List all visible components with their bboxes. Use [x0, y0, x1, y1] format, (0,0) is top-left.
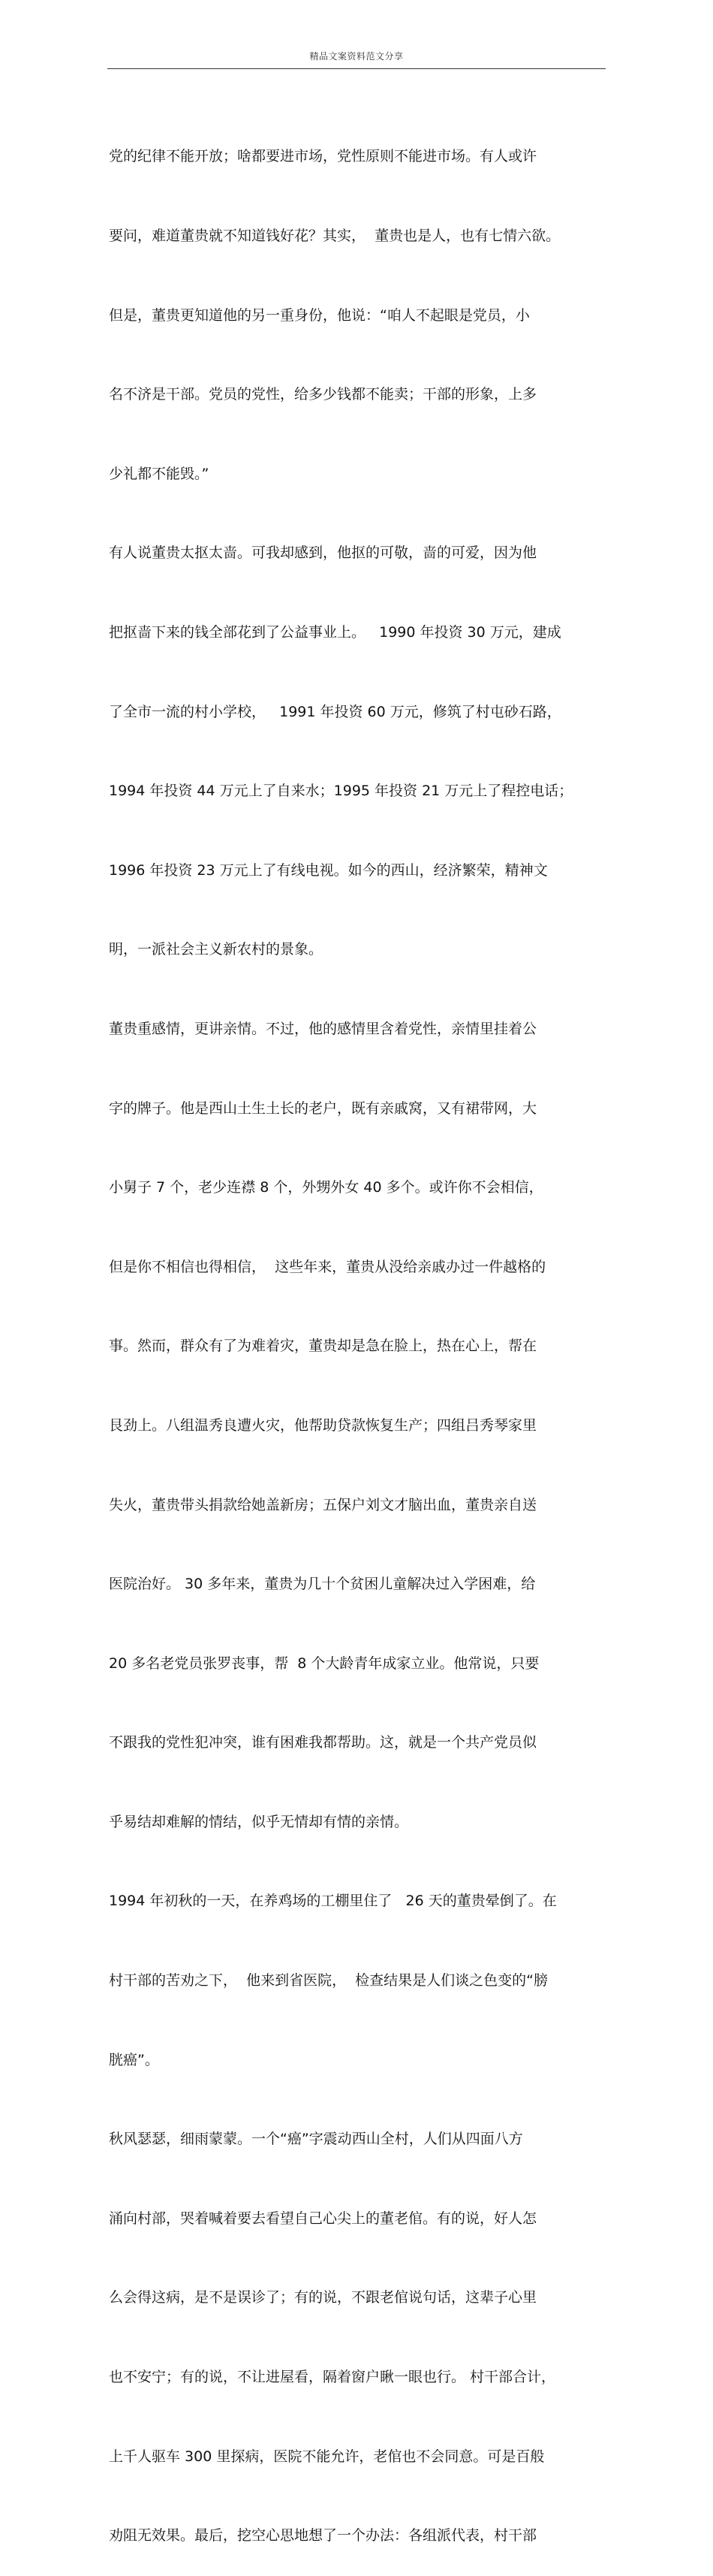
text-line: 明，一派社会主义新农村的景象。	[109, 941, 323, 958]
text-line: 要问，难道董贵就不知道钱好花？其实， 董贵也是人，也有七情六欲。	[109, 228, 561, 244]
text-line: 事。然而，群众有了为难着灾，董贵却是急在脸上，热在心上，帮在	[109, 1338, 537, 1355]
text-line: 秋风瑟瑟，细雨蒙蒙。一个“癌”字震动西山全村，人们从四面八方	[109, 2131, 523, 2148]
text-line: 20 多名老党员张罗丧事，帮 8 个大龄青年成家立业。他常说，只要	[109, 1654, 540, 1672]
text-line: 么会得这病，是不是误诊了；有的说，不跟老倌说句话，这辈子心里	[109, 2289, 537, 2306]
text-line: 把抠啬下来的钱全部花到了公益事业上。 1990 年投资 30 万元，建成	[109, 623, 561, 641]
text-line: 乎易结却难解的情结，似乎无情却有情的亲情。	[109, 1813, 409, 1830]
text-line: 字的牌子。他是西山土生土长的老户，既有亲戚窝，又有裙带网，大	[109, 1099, 537, 1117]
text-line: 名不济是干部。党员的党性，给多少钱都不能卖；干部的形象，上多	[109, 386, 537, 403]
text-line: 艮劲上。八组温秀良遭火灾，他帮助贷款恢复生产；四组吕秀琴家里	[109, 1416, 537, 1434]
text-line: 不跟我的党性犯冲突，谁有困难我都帮助。这，就是一个共产党员似	[109, 1734, 537, 1751]
text-line: 胱癌”。	[109, 2051, 159, 2068]
text-line: 党的纪律不能开放；啥都要进市场，党性原则不能进市场。有人或许	[109, 148, 537, 165]
text-line: 1996 年投资 23 万元上了有线电视。如今的西山，经济繁荣，精神文	[109, 861, 548, 879]
text-line: 也不安宁；有的说，不让进屋看，隔着窗户瞅一眼也行。 村干部合计，	[109, 2369, 556, 2386]
text-line: 了全市一流的村小学校， 1991 年投资 60 万元，修筑了村屯砂石路，	[109, 703, 561, 720]
text-line: 劝阻无效果。最后，挖空心思地想了一个办法：各组派代表，村干部	[109, 2527, 537, 2544]
text-line: 但是你不相信也得相信， 这些年来，董贵从没给亲戚办过一件越格的	[109, 1258, 546, 1275]
text-line: 涌向村部，哭着喊着要去看望自己心尖上的董老倌。有的说，好人怎	[109, 2210, 537, 2227]
page-header: 精品文案资料范文分享	[309, 51, 404, 62]
text-line: 少礼都不能毁。”	[109, 465, 209, 482]
text-line: 董贵重感情，更讲亲情。不过，他的感情里含着党性，亲情里挂着公	[109, 1020, 537, 1037]
text-line: 小舅子 7 个，老少连襟 8 个，外甥外女 40 多个。或许你不会相信，	[109, 1179, 543, 1196]
header-divider	[107, 68, 606, 69]
text-line: 但是，董贵更知道他的另一重身份，他说：“咱人不起眼是党员，小	[109, 306, 530, 324]
text-line: 村干部的苦劝之下， 他来到省医院， 检查结果是人们谈之色变的“膀	[109, 1972, 549, 1989]
text-line: 有人说董贵太抠太啬。可我却感到，他抠的可敬，啬的可爱，因为他	[109, 544, 537, 562]
text-line: 上千人驱车 300 里探病，医院不能允许，老倌也不会同意。可是百般	[109, 2448, 545, 2465]
text-line: 1994 年投资 44 万元上了自来水；1995 年投资 21 万元上了程控电话；	[109, 783, 573, 800]
text-line: 失火，董贵带头捐款给她盖新房；五保户刘文才脑出血，董贵亲自送	[109, 1496, 537, 1513]
text-line: 医院治好。 30 多年来，董贵为几十个贫困儿童解决过入学困难，给	[109, 1576, 536, 1593]
document-body	[109, 91, 612, 2576]
text-line: 1994 年初秋的一天，在养鸡场的工棚里住了 26 天的董贵晕倒了。在	[109, 1893, 557, 1910]
